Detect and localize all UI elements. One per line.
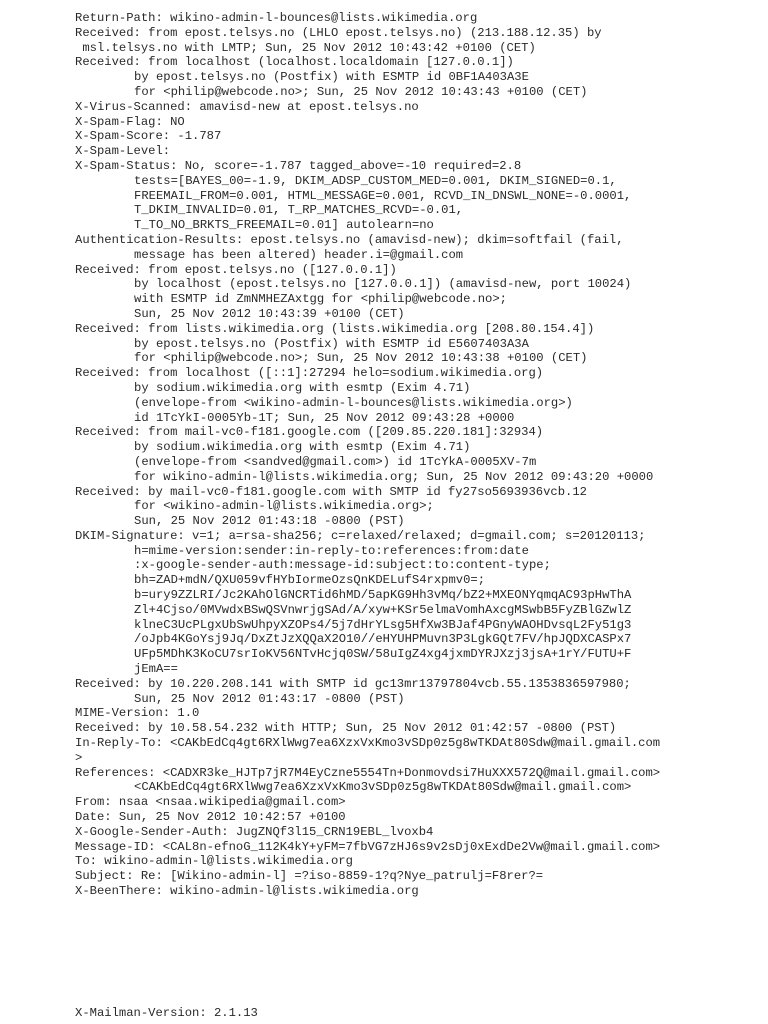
header-continuation-line: Sun, 25 Nov 2012 10:43:39 +0100 (CET) xyxy=(134,306,405,321)
header-line: X-Spam-Flag: NO xyxy=(75,114,185,129)
header-line: Date: Sun, 25 Nov 2012 10:42:57 +0100 xyxy=(75,810,346,825)
header-continuation-line: UFp5MDhK3KoCU7srIoKV56NTvHcjq0SW/58uIgZ4xg4jxmDYRJXzj3jsA+1rY/FUTU+F xyxy=(134,647,632,662)
header-continuation-line: FREEMAIL_FROM=0.001, HTML_MESSAGE=0.001, RCVD_IN_DNSWL_NONE=-0.0001, xyxy=(134,188,632,203)
header-continuation-line: tests=[BAYES_00=-1.9, DKIM_ADSP_CUSTOM_MED=0.001, DKIM_SIGNED=0.1, xyxy=(134,173,617,188)
header-continuation-line: jEmA== xyxy=(134,662,178,677)
header-line: Received: from lists.wikimedia.org (lists.wikimedia.org [208.80.154.4]) xyxy=(75,321,595,336)
header-continuation-line: klneC3UcPLgxUbSwUhpyXZOPs4/5j7dHrYLsg5HfXw3BJaf4PGnyWAOHDvsqL2Fy51g3 xyxy=(134,617,632,632)
header-continuation-line: h=mime-version:sender:in-reply-to:references:from:date xyxy=(134,543,529,558)
header-line: X-Spam-Score: -1.787 xyxy=(75,129,222,144)
header-line: Received: from epost.telsys.no (LHLO epost.telsys.no) (213.188.12.35) by xyxy=(75,25,602,40)
header-line: Return-Path: wikino-admin-l-bounces@lists.wikimedia.org xyxy=(75,11,478,25)
header-continuation-line: by localhost (epost.telsys.no [127.0.0.1]) (amavisd-new, port 10024) xyxy=(134,277,632,292)
header-line: Received: by 10.220.208.141 with SMTP id gc13mr13797804vcb.55.1353836597980; xyxy=(75,676,631,691)
header-line: X-Google-Sender-Auth: JugZNQf3l15_CRN19EBL_lvoxb4 xyxy=(75,824,434,839)
header-continuation-line: /oJpb4KGoYsj9Jq/DxZtJzXQQaX2O10//eHYUHPMuvn3P3LgkGQt7FV/hpJQDXCASPx7 xyxy=(134,632,632,647)
header-continuation-line: bh=ZAD+mdN/QXU059vfHYbIormeOzsQnKDELufS4rxpmv0=; xyxy=(134,573,486,588)
header-continuation-line: with ESMTP id ZmNMHEZAxtgg for <philip@webcode.no>; xyxy=(134,292,507,307)
header-line: Received: from localhost (localhost.localdomain [127.0.0.1]) xyxy=(75,55,514,70)
header-line: msl.telsys.no with LMTP; Sun, 25 Nov 2012 10:43:42 +0100 (CET) xyxy=(75,40,536,55)
header-line: References: <CADXR3ke_HJTp7jR7M4EyCzne5554Tn+Donmovdsi7HuXXX572Q@mail.gmail.com> xyxy=(75,765,661,780)
header-line: MIME-Version: 1.0 xyxy=(75,706,200,721)
header-line: X-Spam-Status: No, score=-1.787 tagged_above=-10 required=2.8 xyxy=(75,158,522,173)
header-line: Received: from epost.telsys.no ([127.0.0.1]) xyxy=(75,262,397,277)
header-continuation-line: by sodium.wikimedia.org with esmtp (Exim 4.71) xyxy=(134,440,471,455)
header-line: Received: from mail-vc0-f181.google.com ([209.85.220.181]:32934) xyxy=(75,425,544,440)
header-continuation-line: for wikino-admin-l@lists.wikimedia.org; Sun, 25 Nov 2012 09:43:20 +0000 xyxy=(134,469,654,484)
header-line: In-Reply-To: <CAKbEdCq4gt6RXlWwg7ea6XzxVxKmo3vSDp0z5g8wTKDAt80Sdw@mail.gmail.com xyxy=(75,736,661,751)
header-line: Subject: Re: [Wikino-admin-l] =?iso-8859-1?q?Nye_patrulj=F8rer?= xyxy=(75,869,544,884)
header-continuation-line: <CAKbEdCq4gt6RXlWwg7ea6XzxVxKmo3vSDp0z5g8wTKDAt80Sdw@mail.gmail.com> xyxy=(134,780,632,795)
header-line: > xyxy=(75,750,83,765)
header-line: Received: from localhost ([::1]:27294 helo=sodium.wikimedia.org) xyxy=(75,366,544,381)
header-continuation-line: b=ury9ZZLRI/Jc2KAhOlGNCRTid6hMD/5apKG9Hh3vMq/bZ2+MXEONYqmqAC93pHwThA xyxy=(134,588,632,603)
header-continuation-line: T_DKIM_INVALID=0.01, T_RP_MATCHES_RCVD=-0.01, xyxy=(134,203,464,218)
header-continuation-line: Sun, 25 Nov 2012 01:43:18 -0800 (PST) xyxy=(134,514,405,529)
header-line: From: nsaa <nsaa.wikipedia@gmail.com> xyxy=(75,795,346,810)
header-continuation-line: :x-google-sender-auth:message-id:subject:to:content-type; xyxy=(134,558,551,573)
header-line: DKIM-Signature: v=1; a=rsa-sha256; c=relaxed/relaxed; d=gmail.com; s=20120113; xyxy=(75,528,646,543)
header-continuation-line: by epost.telsys.no (Postfix) with ESMTP id 0BF1A403A3E xyxy=(134,70,529,85)
header-line: Received: by mail-vc0-f181.google.com with SMTP id fy27so5693936vcb.12 xyxy=(75,484,587,499)
header-continuation-line: Sun, 25 Nov 2012 01:43:17 -0800 (PST) xyxy=(134,691,405,706)
header-line: To: wikino-admin-l@lists.wikimedia.org xyxy=(75,854,353,869)
header-line: X-Virus-Scanned: amavisd-new at epost.telsys.no xyxy=(75,99,419,114)
mailman-version-line: X-Mailman-Version: 2.1.13 xyxy=(75,1006,258,1020)
header-continuation-line: for <wikino-admin-l@lists.wikimedia.org>; xyxy=(134,499,434,514)
header-continuation-line: (envelope-from <wikino-admin-l-bounces@lists.wikimedia.org>) xyxy=(134,395,573,410)
header-line: Message-ID: <CAL8n-efnoG_112K4kY+yFM=7fbVG7zHJ6s9v2sDj0xExdDe2Vw@mail.gmail.com> xyxy=(75,839,661,854)
header-continuation-line: Zl+4Cjso/0MVwdxBSwQSVnwrjgSAd/A/xyw+KSr5elmaVomhAxcgMSwbB5FyZBlGZwlZ xyxy=(134,602,632,617)
header-line: X-BeenThere: wikino-admin-l@lists.wikimedia.org xyxy=(75,884,419,899)
header-continuation-line: (envelope-from <sandved@gmail.com>) id 1TcYkA-0005XV-7m xyxy=(134,454,537,469)
header-continuation-line: for <philip@webcode.no>; Sun, 25 Nov 2012 10:43:43 +0100 (CET) xyxy=(134,84,588,99)
header-continuation-line: message has been altered) header.i=@gmail.com xyxy=(134,247,464,262)
header-line: X-Spam-Level: xyxy=(75,144,171,159)
header-continuation-line: id 1TcYkI-0005Yb-1T; Sun, 25 Nov 2012 09:43:28 +0000 xyxy=(134,410,515,425)
header-continuation-line: for <philip@webcode.no>; Sun, 25 Nov 2012 10:43:38 +0100 (CET) xyxy=(134,351,588,366)
header-continuation-line: by epost.telsys.no (Postfix) with ESMTP id E5607403A3A xyxy=(134,336,529,351)
header-line: Authentication-Results: epost.telsys.no (amavisd-new); dkim=softfail (fail, xyxy=(75,232,624,247)
header-line: Received: by 10.58.54.232 with HTTP; Sun, 25 Nov 2012 01:42:57 -0800 (PST) xyxy=(75,721,617,736)
header-continuation-line: T_TO_NO_BRKTS_FREEMAIL=0.01] autolearn=no xyxy=(134,218,434,233)
header-continuation-line: by sodium.wikimedia.org with esmtp (Exim 4.71) xyxy=(134,380,471,395)
email-header-block xyxy=(75,11,765,899)
